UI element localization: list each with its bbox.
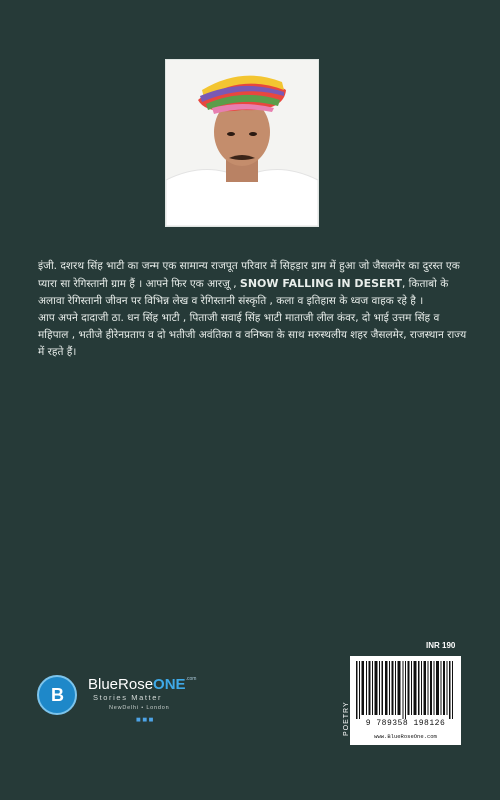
facebook-icon: ■ xyxy=(142,717,148,723)
isbn-barcode xyxy=(350,656,461,745)
twitter-icon: ■ xyxy=(148,717,154,723)
publisher-website: www.BlueRoseOne.com xyxy=(374,733,437,740)
social-icons xyxy=(136,717,153,723)
genre-label: POETRY xyxy=(343,701,350,736)
price-label: INR 190 xyxy=(426,641,456,650)
isbn-number: 9 789358 198126 xyxy=(365,719,446,728)
barcode-bars xyxy=(356,661,455,719)
publisher-logo xyxy=(37,670,237,730)
author-bio xyxy=(38,258,470,361)
publisher-name: BlueRoseONE$^{.com}$ xyxy=(88,676,197,693)
bio-paragraph-2: आप अपने दादाजी ठा. धन सिंह भाटी , पिताजी सवाई सिंह भाटी माताजी लील कंवर, दो भाई उत्तम सिंह व महिपाल , भतीजे हीरेनप्रताप व दो भतीजी अवंतिका व वनिष्का के साथ मरुस्थलीय शहर जैसलमेर, राजस्थान राज्य में रहते हैं। xyxy=(38,312,467,358)
publisher-tagline: Stories Matter xyxy=(93,693,163,702)
publisher-cities: NewDelhi • London xyxy=(109,705,170,711)
publisher-logo-icon: B xyxy=(37,675,77,715)
bio-paragraph-1: इंजी. दशरथ सिंह भाटी का जन्म एक सामान्य राजपूत परिवार में सिहड़ार ग्राम में हुआ जो जैसलमेर का दुरस्त एक प्यारा सा रेगिस्तानी ग्राम हैं । आपने फिर एक आरज़ू , SNOW FALLING IN DESERT, किताबो के अलावा रेगिस्तानी जीवन पर विभिन्न लेख व रेगिस्तानी संस्कृति , कला व इतिहास के ध्वज वाहक रहे है । xyxy=(38,260,460,307)
instagram-icon: ■ xyxy=(136,717,141,723)
author-photo xyxy=(165,59,319,227)
book-title: SNOW FALLING IN DESERT xyxy=(239,277,402,290)
